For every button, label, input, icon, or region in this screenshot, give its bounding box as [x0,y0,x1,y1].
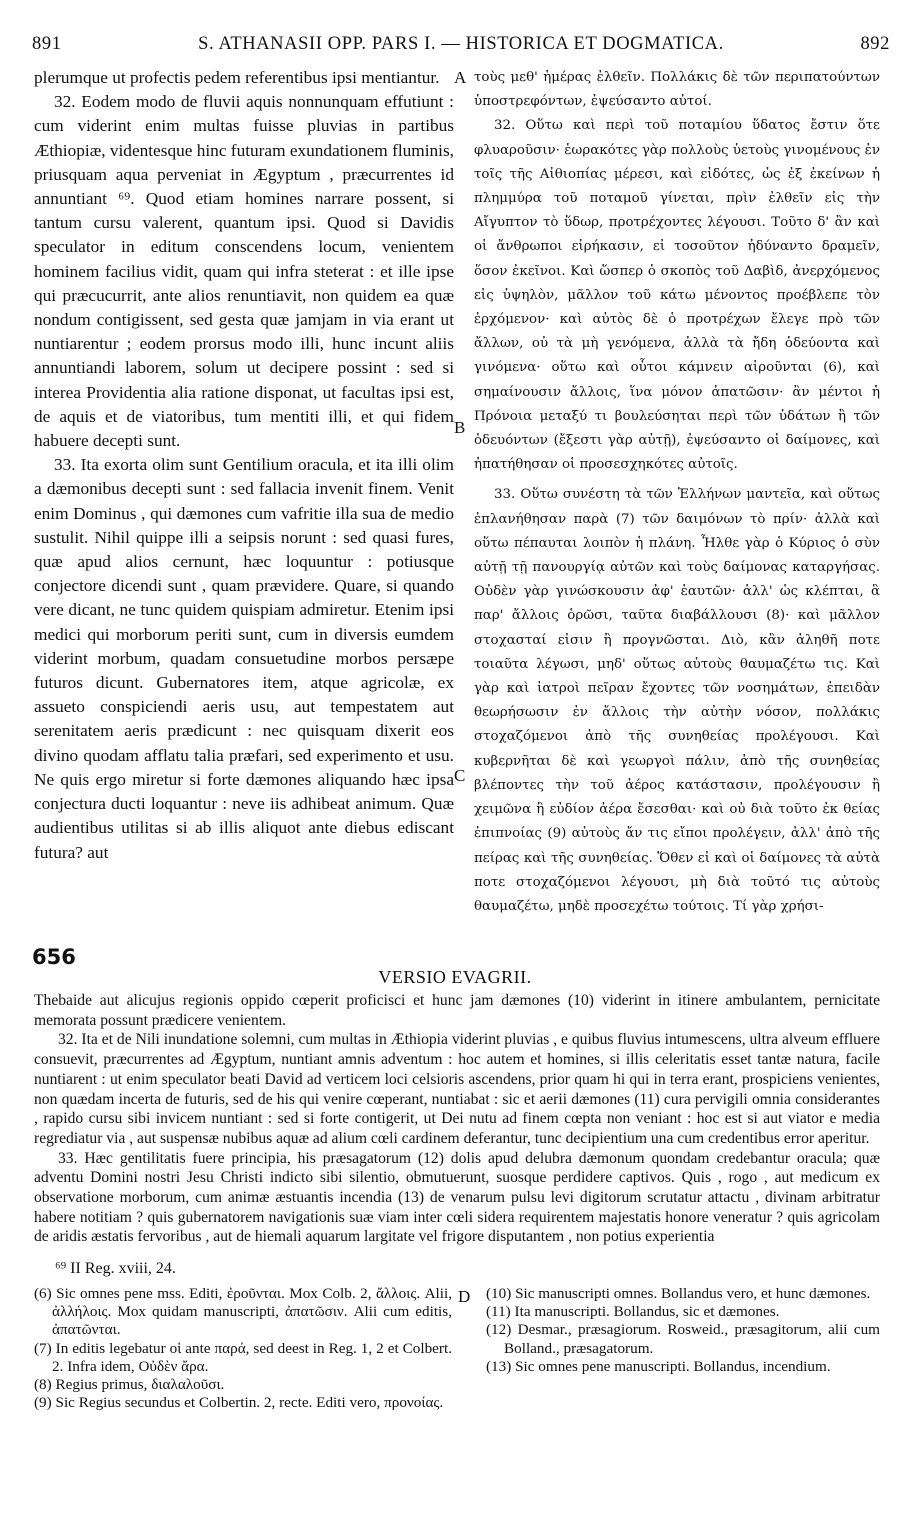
note-8: (8) Regius primus, διαλαλοῦσι. [34,1376,225,1394]
running-header [32,34,890,62]
scripture-footnote: ⁶⁹ II Reg. xviii, 24. [55,1260,176,1277]
version-heading: VERSIO EVAGRII. [378,967,532,987]
margin-letter-a: A [454,68,467,87]
note-10: (10) Sic manuscripti omnes. Bollandus vero, et hunc dæmones. [486,1285,871,1302]
note-11: (11) Ita manuscripti. Bollandus, sic et dæmones. [486,1303,780,1321]
column-number: 656 [32,945,76,969]
margin-letter-b: B [454,418,466,437]
page-number-left: 891 [32,34,62,54]
note-6: (6) Sic omnes pene mss. Editi, ἐροῦνται. Mox Colb. 2, ἄλλοις. Alii, ἀλλήλοις. Mox quidam manuscripti, ἀπατῶσιν. Alii cum editis, ἀπατῶνται. [34,1285,452,1339]
latin-column [34,66,454,865]
latin-paragraph-32: 32. Eodem modo de fluvii aquis nonnunquam effutiunt : cum viderint enim multas fuisse pluvias in partibus Æthiopiæ, videntesque hinc futuram exundationem fluminis, priusquam aqua perveniat in Ægyptum , præcurrentes id annuntiant ⁶⁹. Quod etiam homines narrare possent, si tantum cursu valerent, quantum ipsi. Quod si Davidis speculator in editum conscendens locum, venientem hominem facilius vidit, quam qui infra steterat : et ille ipse qui præcucurrit, ante alios renuntiavit, non quidem ea quæ nondum contigissent, sed gesta quæ jamjam in via erant ut nuntiarentur ; eodem prorsus modo illi, hunc incunt aliis annuntiandi laborem, solum ut decipere possint : sed si interea Providentia alia ratione disponat, ut facultas ipsi est, de aquis et de viatoribus, tum mentiti illi, et qui fidem habuere decepti sunt. [34,92,454,451]
margin-letter-c: C [454,766,466,785]
evagrius-version [34,991,880,1247]
page-number-right: 892 [860,34,890,54]
notes-left-column [34,1285,452,1412]
margin-letter-d: D [458,1287,471,1306]
latin-paragraph-continuation: plerumque ut profectis pedem referentibus ipsi mentiantur. [34,68,440,87]
greek-paragraph-33: 33. Οὕτω συνέστη τὰ τῶν Ἑλλήνων μαντεῖα, καὶ οὕτως ἐπλανήθησαν παρὰ (7) τῶν δαιμόνων τὸ πρίν· ἀλλὰ καὶ οὕτω πέπαυται λοιπὸν ἡ πλάνη. Ἦλθε γὰρ ὁ Κύριος ὁ σὺν αὐτῇ τῇ πανουργίᾳ αὐτῶν καὶ τοὺς δαίμονας καταργήσας. Οὐδὲν γὰρ γινώσκουσιν ἀφ' ἑαυτῶν· ἀλλ' ὡς κλέπται, ἃ παρ' ἄλλοις ὁρῶσι, ταῦτα διαβάλλουσι (8)· καὶ μᾶλλον στοχασταί εἰσιν ἢ προγνῶσται. Διὸ, κἂν ἀληθῆ ποτε τοιαῦτα λέγωσι, μηδ' οὕτως αὐτοὺς θαυμαζέτω τις. Καὶ γὰρ καὶ ἰατροὶ πεῖραν ἔχοντες τῶν νοσημάτων, ἐπειδὰν θεωρήσωσιν ἐν ἄλλοις τὴν αὐτὴν νόσον, πολλάκις στοχαζόμενοι ἀπὸ τῆς συνηθείας προλέγουσι. Καὶ κυβερνῆται δὲ καὶ γεωργοὶ πάλιν, ἀπὸ τῆς συνηθείας βλέποντες τὴν τοῦ ἀέρος κατάστασιν, προλέγουσιν ἢ χειμῶνα ἢ εὐδίον ἀέρα ἔσεσθαι· καὶ οὐ διὰ τοῦτο ἐκ θείας ἐπιπνοίας (9) αὐτοὺς ἄν τις εἴποι προλέγειν, ἀλλ' ἀπὸ τῆς πείρας καὶ τῆς συνηθείας. Ὅθεν εἰ καὶ οἱ δαίμονες τὰ αὐτὰ ποτε στοχαζόμενοι λέγουσι, μὴ διὰ τοῦτό τις αὐτοὺς θαυμαζέτω, μηδὲ προσεχέτω τούτοις. Τί γὰρ χρήσι- [474,487,880,914]
note-13: (13) Sic omnes pene manuscripti. Bollandus, incendium. [486,1357,831,1375]
evagrius-paragraph-32: 32. Ita et de Nili inundatione solemni, cum multas in Æthiopia viderint pluvias , e quibus fluvius intumescens, ultra alveum effluere consuevit, præcurrentes ad Ægyptum, nuntiant amnis adventum : hoc autem et homines, si illis celeritatis esset tantæ natura, facile nuntiarent : ut enim speculator beati David ad verticem loci celsioris ascendens, prior quam hi qui in terra erant, prospiciens venientes, non quædam incerta de futuris, sed de his qui venire cœperant, nuntiabat : sic et aerii dæmones (11) cura pervigili omnia considerantes , rapido cursu sibi invicem nuntiant : sed si forte contigerit, ut Dei nutu ad finem cœpta non veniant : hoc est si aut viator e media regrediatur via , aut suspensæ nubibus aquæ ad alium cœli cardinem deferantur, tunc decipientium una cum credentibus error aperitur. [34,1031,880,1147]
notes-right-column [486,1285,880,1376]
evagrius-paragraph-continuation: Thebaide aut alicujus regionis oppido cœperit proficisci et hunc jam dæmones (10) viderint in itinere ambulantem, pernicitate memorata possunt prædicere venientem. [34,992,880,1029]
running-title: S. ATHANASII OPP. PARS I. — HISTORICA ET DOGMATICA. [198,34,724,54]
latin-paragraph-33: 33. Ita exorta olim sunt Gentilium oracula, et ita illi olim a dæmonibus decepti sunt : sed fallacia invenit finem. Venit enim Dominus , qui dæmones cum vafritie illa sua de medio sustulit. Nihil quippe illi a seipsis norunt : sed quasi fures, quæ apud alios cernunt, hæc loquuntur : potiusque conjectore dicendi sunt , quam prævidere. Quare, si quando vere dicant, ne tunc quidem quispiam admiretur. Etenim ipsi medici qui morborum periti sunt, cum in diversis eumdem viderint morbum, quadam consuetudine morbos persæpe futuros dicunt. Gubernatores item, atque agricolæ, ex assueto conspiciendi aeris usu, aut tempestatem aut serenitatem aeris prædicunt : nec quisquam dixerit eos divino quodam afflatu talia præfari, sed experimento et usu. Ne quis ergo miretur si forte dæmones aliquando hæc ipsa conjectura ducti loquantur : neve iis adhibeat animum. Quæ audientibus utilitas si ab illis aliquot ante diebus ediscant futura? aut [34,455,454,862]
note-9: (9) Sic Regius secundus et Colbertin. 2, recte. Editi vero, προνοίας. [34,1394,444,1412]
greek-paragraph-continuation: τοὺς μεθ' ἡμέρας ἐλθεῖν. Πολλάκις δὲ τῶν περιπατούντων ὑποστρεφόντων, ἐψεύσαντο αὐτοί. [474,70,880,110]
greek-paragraph-32: 32. Οὕτω καὶ περὶ τοῦ ποταμίου ὕδατος ἔστιν ὅτε φλυαροῦσιν· ἑωρακότες γὰρ πολλοὺς ὑετοὺς γινομένους ἐν τοῖς τῆς Αἰθιοπίας μέρεσι, καὶ εἰδότες, ὡς ἐξ ἐκείνων ἡ πλημμύρα τοῦ ποταμοῦ γίνεται, πρὶν ἐλθεῖν εἰς τὴν Αἴγυπτον τὸ ὕδωρ, προτρέχοντες λέγουσι. Τοῦτο δ' ἂν καὶ οἱ ἄνθρωποι εἰρήκασιν, εἰ τοσοῦτον ἠδύναντο δραμεῖν, ὅσον ἐκεῖνοι. Καὶ ὥσπερ ὁ σκοπὸς τοῦ Δαβὶδ, ἀνερχόμενος εἰς ὑψηλὸν, μᾶλλον τοῦ κάτω μένοντος προέβλεπε τὸν ἐρχόμενον· καὶ αὐτὸς δὲ ὁ προτρέχων ἔλεγε πρὸ τῶν ἄλλων, οὐ τὰ μὴ γενόμενα, ἀλλὰ τὰ ἤδη ὁδεύοντα καὶ γινόμενα· οὕτω καὶ οὗτοι κάμνειν αἱροῦνται (6), καὶ σημαίνουσιν ἄλλοις, ἵνα μόνον ἀπατῶσιν· ἂν μέντοι ἡ Πρόνοια μεταξύ τι βουλεύσηται περὶ τῶν ὑδάτων ἢ τῶν ὁδευόντων (ἔξεστι γὰρ αὐτῇ), ἐψεύσαντο οἱ δαίμονες, καὶ ἠπατήθησαν οἱ προσεσχηκότες αὐτοῖς. [474,118,880,473]
evagrius-paragraph-33: 33. Hæc gentilitatis fuere principia, his præsagatorum (12) dolis apud delubra dæmonum quondam credebantur oracula; quæ adventu Domini nostri Jesu Christi indicto sibi silentio, obmutuerunt, suosque perdidere captivos. Quis , rogo , aut medicum ex observatione morborum, cum animæ æstuantis incendia (13) de venarum pulsu levi digitorum scrutatur attactu , divinam arbitratur habere notitiam ? quis gubernatorem navigationis suæ viam inter cœli sidera requirentem majestatis honore veneratur ? quis agricolam de aridis æstatis fervoribus , aut de hiemali aquarum largitate vel frigore disputantem , non potius experientia [34,1149,880,1246]
note-7: (7) In editis legebatur οἱ ante παρά, sed deest in Reg. 1, 2 et Colbert. 2. Infra idem, Οὐδὲν ἄρα. [34,1339,452,1375]
greek-column [474,66,880,919]
note-12: (12) Desmar., præsagiorum. Rosweid., præsagitorum, alii cum Bolland., præsagatorum. [486,1321,880,1357]
